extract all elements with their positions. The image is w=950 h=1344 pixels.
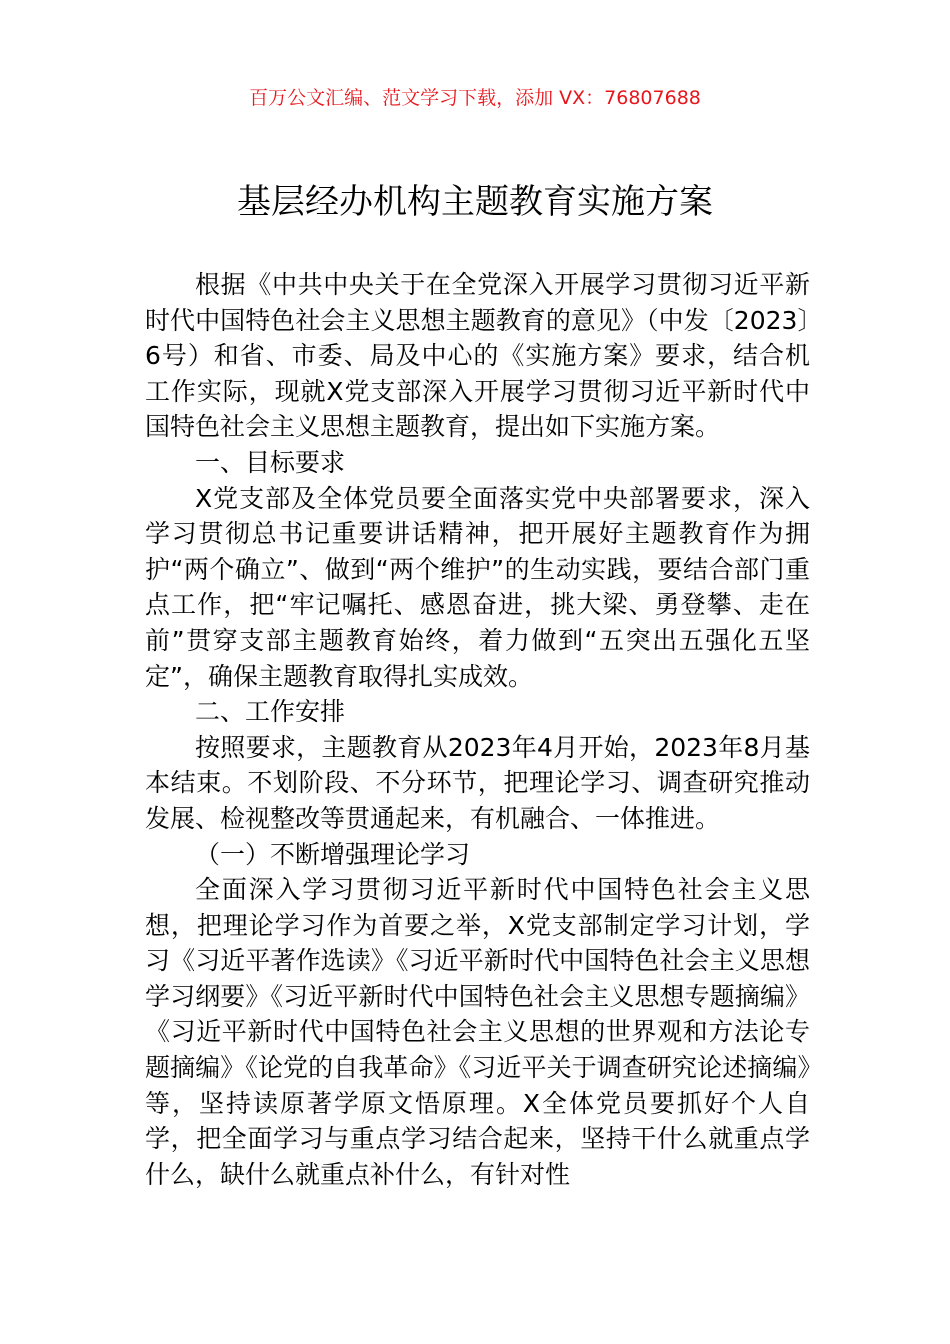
document-title: 基层经办机构主题教育实施方案 xyxy=(237,182,713,222)
arrangement-paragraph: 按照要求，主题教育从2023年4月开始，2023年8月基本结束。不划阶段、不分环节，把理论学习、调查研究推动发展、检视整改等贯通起来，有机融合、一体推进。 xyxy=(145,732,810,833)
theory-paragraph: 全面深入学习贯彻习近平新时代中国特色社会主义思想，把理论学习作为首要之举，X党支部制定学习计划，学习《习近平著作选读》《习近平新时代中国特色社会主义思想学习纲要》《习近平新时代中国特色社会主义思想专题摘编》《习近平新时代中国特色社会主义思想的世界观和方法论专题摘编》《论党的自我革命》《习近平关于调查研究论述摘编》等，坚持读原著学原文悟原理。X全体党员要抓好个人自学，把全面学习与重点学习结合起来，坚持干什么就重点学什么，缺什么就重点补什么，有针对性 xyxy=(145,875,810,1189)
section-heading-arrangement: 二、工作安排 xyxy=(195,697,346,727)
section-heading-goals: 一、目标要求 xyxy=(195,447,346,477)
document-body xyxy=(145,267,810,1192)
goals-paragraph: X党支部及全体党员要全面落实党中央部署要求，深入学习贯彻总书记重要讲话精神，把开展好主题教育作为拥护“两个确立”、做到“两个维护”的生动实践，要结合部门重点工作，把“牢记嘱托、感恩奋进，挑大梁、勇登攀、走在前”贯穿支部主题教育始终，着力做到“五突出五强化五坚定”，确保主题教育取得扎实成效。 xyxy=(145,483,810,691)
subsection-heading-theory: （一）不断增强理论学习 xyxy=(195,839,471,869)
intro-paragraph: 根据《中共中央关于在全党深入开展学习贯彻习近平新时代中国特色社会主义思想主题教育的意见》（中发〔2023〕6号）和省、市委、局及中心的《实施方案》要求，结合机工作实际，现就X党支部深入开展学习贯彻习近平新时代中国特色社会主义思想主题教育，提出如下实施方案。 xyxy=(145,270,810,442)
header-note: 百万公文汇编、范文学习下载，添加 VX：76807688 xyxy=(249,87,701,109)
